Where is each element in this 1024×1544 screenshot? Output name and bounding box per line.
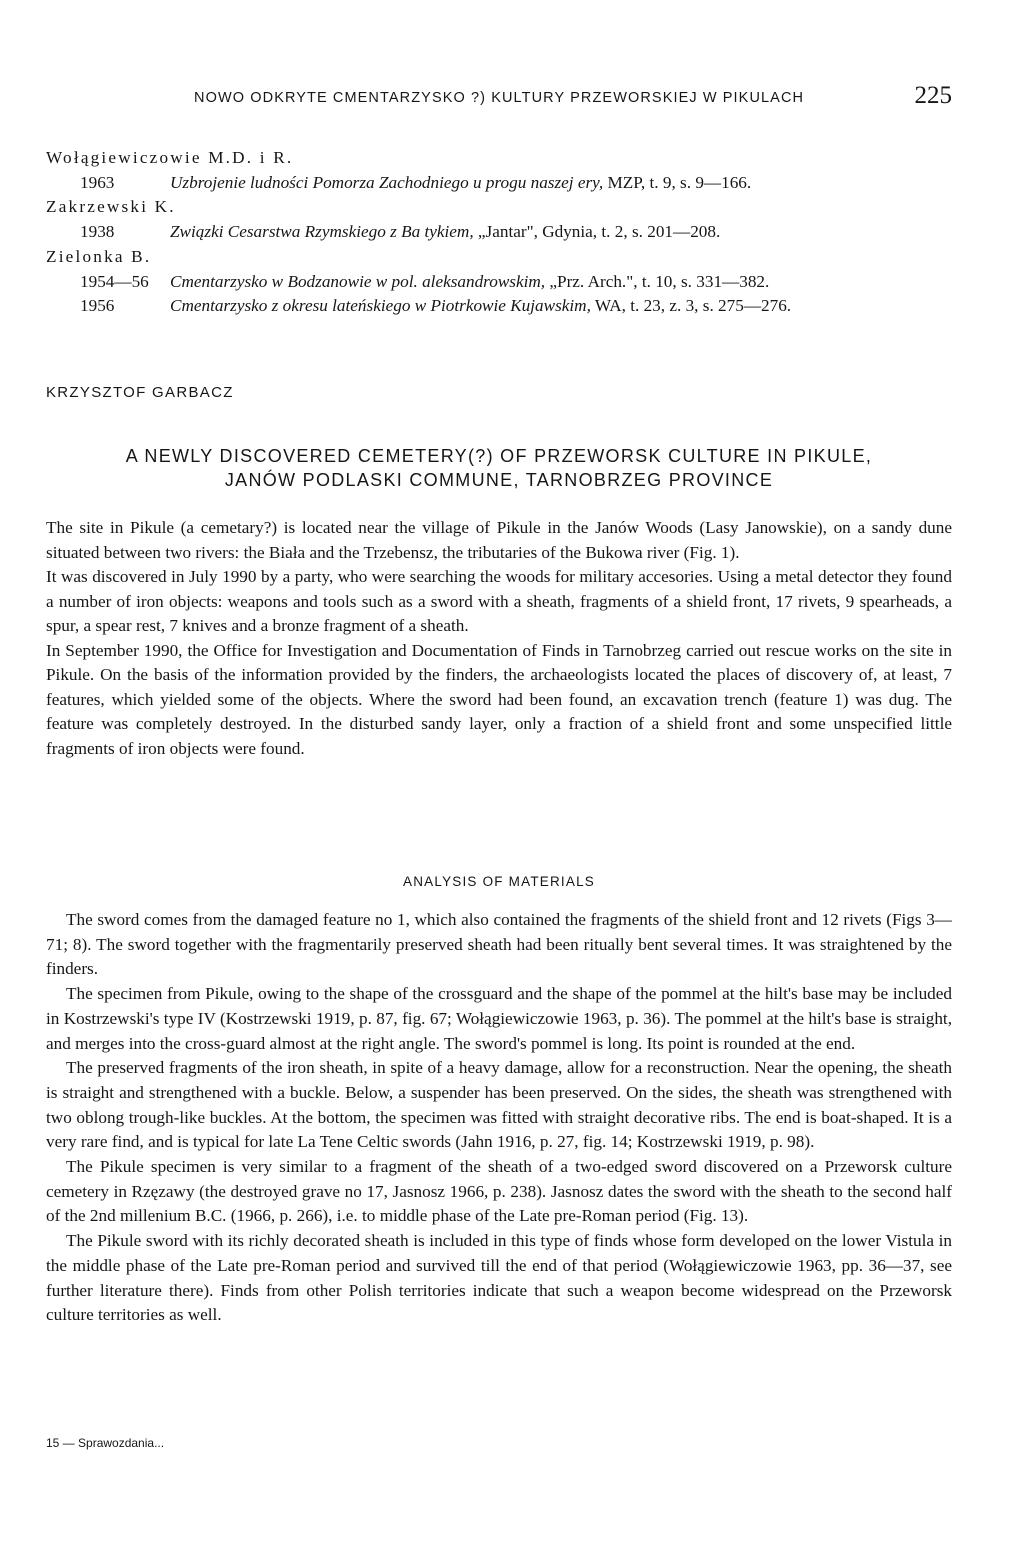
paragraph: The Pikule sword with its richly decorated sheath is included in this type of finds whose form developed on the lower Vistula in the middle phase of the Late pre-Roman period and survived till the end of that period (Wołągiewiczowie 1963, pp. 36—37, see further literature there). Finds from other Polish territories indicate that such a weapon become widespread on the Przeworsk culture territories as well.	[46, 1231, 952, 1325]
reference-entry	[46, 294, 952, 319]
paragraph: In September 1990, the Office for Investigation and Documentation of Finds in Tarnobrzeg carried out rescue works on the site in Pikule. On the basis of the information provided by the finders, the archaeologists located the places of discovery of, at least, 7 features, which yielded some of the objects. Where the sword had been found, an excavation trench (feature 1) was dug. The feature was completely destroyed. In the disturbed sandy layer, only a fraction of a shield front and some unspecified little fragments of iron objects were found.	[46, 640, 952, 758]
paragraph: The specimen from Pikule, owing to the shape of the crossguard and the shape of the pommel at the hilt's base may be included in Kostrzewski's type IV (Kostrzewski 1919, p. 87, fig. 67; Wołągiewiczowie 1963, p. 36). The pommel at the hilt's base is straight, and merges into the cross-guard almost at the right angle. The sword's pommel is long. Its point is rounded at the end.	[46, 984, 952, 1053]
article-title-line: A NEWLY DISCOVERED CEMETERY(?) OF PRZEWORSK CULTURE IN PIKULE,	[125, 446, 873, 466]
running-header	[46, 82, 952, 118]
paragraph: The sword comes from the damaged feature no 1, which also contained the fragments of the shield front and 12 rivets (Figs 3—71; 8). The sword together with the fragmentarily preserved sheath had been ritually bent several times. It was straightened by the finders.	[46, 910, 952, 979]
reference-title: Związki Cesarstwa Rzymskiego z Ba tykiem,	[170, 222, 474, 242]
reference-year: 1956	[80, 296, 115, 316]
article-title	[46, 444, 952, 492]
reference-details: „Prz. Arch.", t. 10, s. 331—382.	[545, 271, 770, 291]
reference-author: Zielonka B.	[46, 246, 152, 266]
reference-year: 1938	[80, 222, 115, 242]
analysis-text	[46, 908, 952, 1328]
reference-entry	[46, 270, 952, 295]
intro-text	[46, 516, 952, 761]
article-author: KRZYSZTOF GARBACZ	[46, 384, 234, 401]
paragraph: The site in Pikule (a cemetary?) is located near the village of Pikule in the Janów Woods (Lasy Janowskie), on a sandy dune situated between two rivers: the Biała and the Trzebensz, the tributaries of the Bukowa river (Fig. 1).	[46, 518, 952, 562]
reference-title: Cmentarzysko z okresu lateńskiego w Piotrkowie Kujawskim,	[170, 296, 591, 316]
article-title-line: JANÓW PODLASKI COMMUNE, TARNOBRZEG PROVINCE	[224, 470, 774, 490]
reference-author: Zakrzewski K.	[46, 197, 176, 217]
reference-title: Uzbrojenie ludności Pomorza Zachodniego u progu naszej ery,	[170, 172, 604, 192]
paragraph: The preserved fragments of the iron sheath, in spite of a heavy damage, allow for a reconstruction. Near the opening, the sheath is straight and strengthened with a buckle. Below, a suspender has been preserved. On the sides, the sheath was strengthened with two oblong trough-like buckles. At the bottom, the specimen was fitted with straight decorative ribs. The end is boat-shaped. It is a very rare find, and is typical for late La Tene Celtic swords (Jahn 1916, p. 27, fig. 14; Kostrzewski 1919, p. 98).	[46, 1058, 952, 1152]
reference-entry	[46, 220, 952, 245]
paragraph: The Pikule specimen is very similar to a fragment of the sheath of a two-edged sword discovered on a Przeworsk culture cemetery in Rzęzawy (the destroyed grave no 17, Jasnosz 1966, p. 238). Jasnosz dates the sword with the sheath to the second half of the 2nd millenium B.C. (1966, p. 266), i.e. to middle phase of the Late pre-Roman period (Fig. 13).	[46, 1157, 952, 1226]
reference-details: WA, t. 23, z. 3, s. 275—276.	[590, 296, 792, 316]
paragraph: It was discovered in July 1990 by a party, who were searching the woods for military accesories. Using a metal detector they found a number of iron objects: weapons and tools such as a sword with a sheath, fragments of a shield front, 17 rivets, 9 spearheads, a spur, a spear rest, 7 knives and a bronze fragment of a sheath.	[46, 567, 952, 635]
reference-details: „Jantar", Gdynia, t. 2, s. 201—208.	[473, 222, 721, 242]
reference-year: 1954—56	[80, 271, 149, 291]
reference-author: Wołągiewiczowie M.D. i R.	[46, 148, 294, 167]
running-title: NOWO ODKRYTE CMENTARZYSKO ?) KULTURY PRZEWORSKIEJ W PIKULACH	[194, 90, 805, 106]
bibliography	[46, 146, 952, 319]
reference-entry	[46, 171, 952, 196]
footer-signature: 15 — Sprawozdania...	[46, 1436, 165, 1450]
reference-details: MZP, t. 9, s. 9—166.	[603, 172, 752, 192]
section-heading: ANALYSIS OF MATERIALS	[403, 874, 595, 889]
page-number: 225	[914, 82, 952, 109]
reference-title: Cmentarzysko w Bodzanowie w pol. aleksandrowskim,	[170, 271, 546, 291]
reference-year: 1963	[80, 172, 115, 192]
